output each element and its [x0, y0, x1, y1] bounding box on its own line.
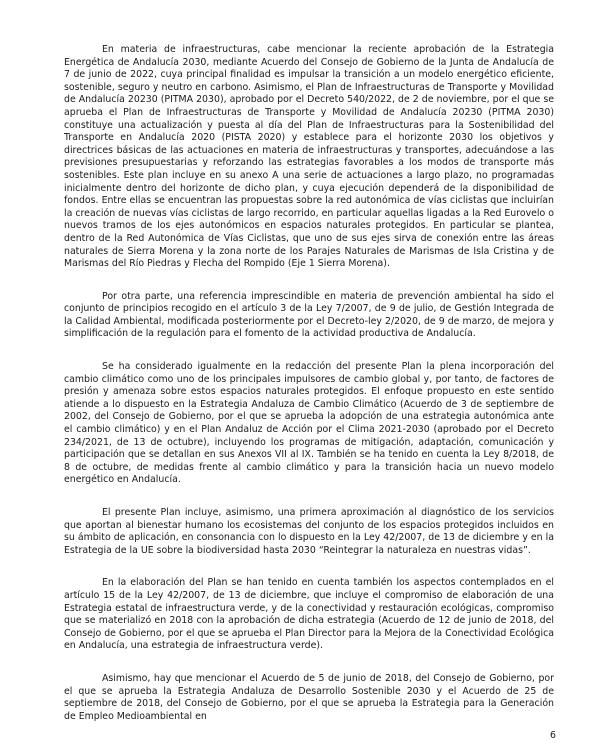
paragraph-prevencion-ambiental: Por otra parte, una referencia imprescindible en materia de prevención ambiental ha sido el conjunto de principios recogido en el artículo 3 de la Ley 7/2007, de 9 de julio, de Gestión Integrada de la Calidad Ambiental, modificada posteriormente por el Decreto-ley 2/2020, de 9 de marzo, de mejora y simplificación de la regulación para el fomento de la actividad productiva de Andalucía.	[64, 290, 554, 340]
paragraph-desarrollo-sostenible: Asimismo, hay que mencionar el Acuerdo de 5 de junio de 2018, del Consejo de Gobierno, por el que se aprueba la Estrategia Andaluza de Desarrollo Sostenible 2030 y el Acuerdo de 25 de septiembre de 2018, del Consejo de Gobierno, por el que se aprueba la Estrategia para la Generación de Empleo Medioambiental en	[64, 672, 554, 722]
paragraph-infraestructura-verde: En la elaboración del Plan se han tenido en cuenta también los aspectos contemplados en el artículo 15 de la Ley 42/2007, de 13 de diciembre, que incluye el compromiso de elaboración de una Estrategia estatal de infraestructura verde, y de la conectividad y restauración ecológicas, compromiso que se materializó en 2018 con la aprobación de dicha estrategia (Acuerdo de 12 de junio de 2018, del Consejo de Gobierno, por el que se aprueba el Plan Director para la Mejora de la Conectividad Ecológica en Andalucía, una estrategia de infraestructura verde).	[64, 577, 554, 652]
paragraph-servicios-ecosistemicos: El presente Plan incluye, asimismo, una primera aproximación al diagnóstico de los servicios que aportan al bienestar humano los ecosistemas del conjunto de los espacios protegidos incluidos en su ámbito de aplicación, en consonancia con lo dispuesto en la Ley 42/2007, de 13 de diciembre y en la Estrategia de la UE sobre la biodiversidad hasta 2030 “Reintegrar la naturaleza en nuestras vidas”.	[64, 507, 554, 556]
document-body	[64, 44, 554, 743]
paragraph-infraestructuras: En materia de infraestructuras, cabe mencionar la reciente aprobación de la Estrategia Energética de Andalucía 2030, mediante Acuerdo del Consejo de Gobierno de la Junta de Andalucía de 7 de junio de 2022, cuya principal finalidad es impulsar la transición a un modelo energético eficiente, sostenible, seguro y neutro en carbono. Asimismo, el Plan de Infraestructuras de Transporte y Movilidad de Andalucía 20230 (PITMA 2030), aprobado por el Decreto 540/2022, de 2 de noviembre, por el que se aprueba el Plan de Infraestructuras de Transporte y Movilidad de Andalucía 20230 (PITMA 2030) constituye una actualización y puesta al día del Plan de Infraestructuras para la Sostenibilidad del Transporte en Andalucía 2020 (PISTA 2020) y establece para el horizonte 2030 los objetivos y directrices básicas de las actuaciones en materia de infraestructuras y transportes, adecuándose a las previsiones presupuestarias y reforzando las estrategias favorables a los modos de transporte más sostenibles. Este plan incluye en su anexo A una serie de actuaciones a largo plazo, no programadas inicialmente dentro del horizonte de dicho plan, y cuya ejecución dependerá de la disponibilidad de fondos. Entre ellas se encuentran las propuestas sobre la red autonómica de vías ciclistas que incluirían la creación de nuevas vías ciclistas de largo recorrido, en particular aquellas ligadas a la Red Eurovelo o nuevos tramos de los ejes autonómicos en espacios naturales protegidos. En particular se plantea, dentro de la Red Autonómica de Vías Ciclistas, que uno de sus ejes sirva de conexión entre las áreas naturales de Sierra Morena y la zona norte de los Parajes Naturales de Marismas de Isla Cristina y de Marismas del Río Piedras y Flecha del Rompido (Eje 1 Sierra Morena).	[64, 44, 554, 270]
page-number: 6	[550, 730, 556, 741]
paragraph-cambio-climatico: Se ha considerado igualmente en la redacción del presente Plan la plena incorporación del cambio climático como uno de los principales impulsores de cambio global y, por tanto, de factores de presión y amenaza sobre estos espacios naturales protegidos. El enfoque propuesto en este sentido atiende a lo dispuesto en la Estrategia Andaluza de Cambio Climático (Acuerdo de 3 de septiembre de 2002, del Consejo de Gobierno, por el que se aprueba la adopción de una estrategia autonómica ante el cambio climático) y en el Plan Andaluz de Acción por el Clima 2021-2030 (aprobado por el Decreto 234/2021, de 13 de octubre), incluyendo los programas de mitigación, adaptación, comunicación y participación que se detallan en sus Anexos VII al IX. También se ha tenido en cuenta la Ley 8/2018, de 8 de octubre, de medidas frente al cambio climático y para la transición hacia un nuevo modelo energético en Andalucía.	[64, 361, 554, 486]
